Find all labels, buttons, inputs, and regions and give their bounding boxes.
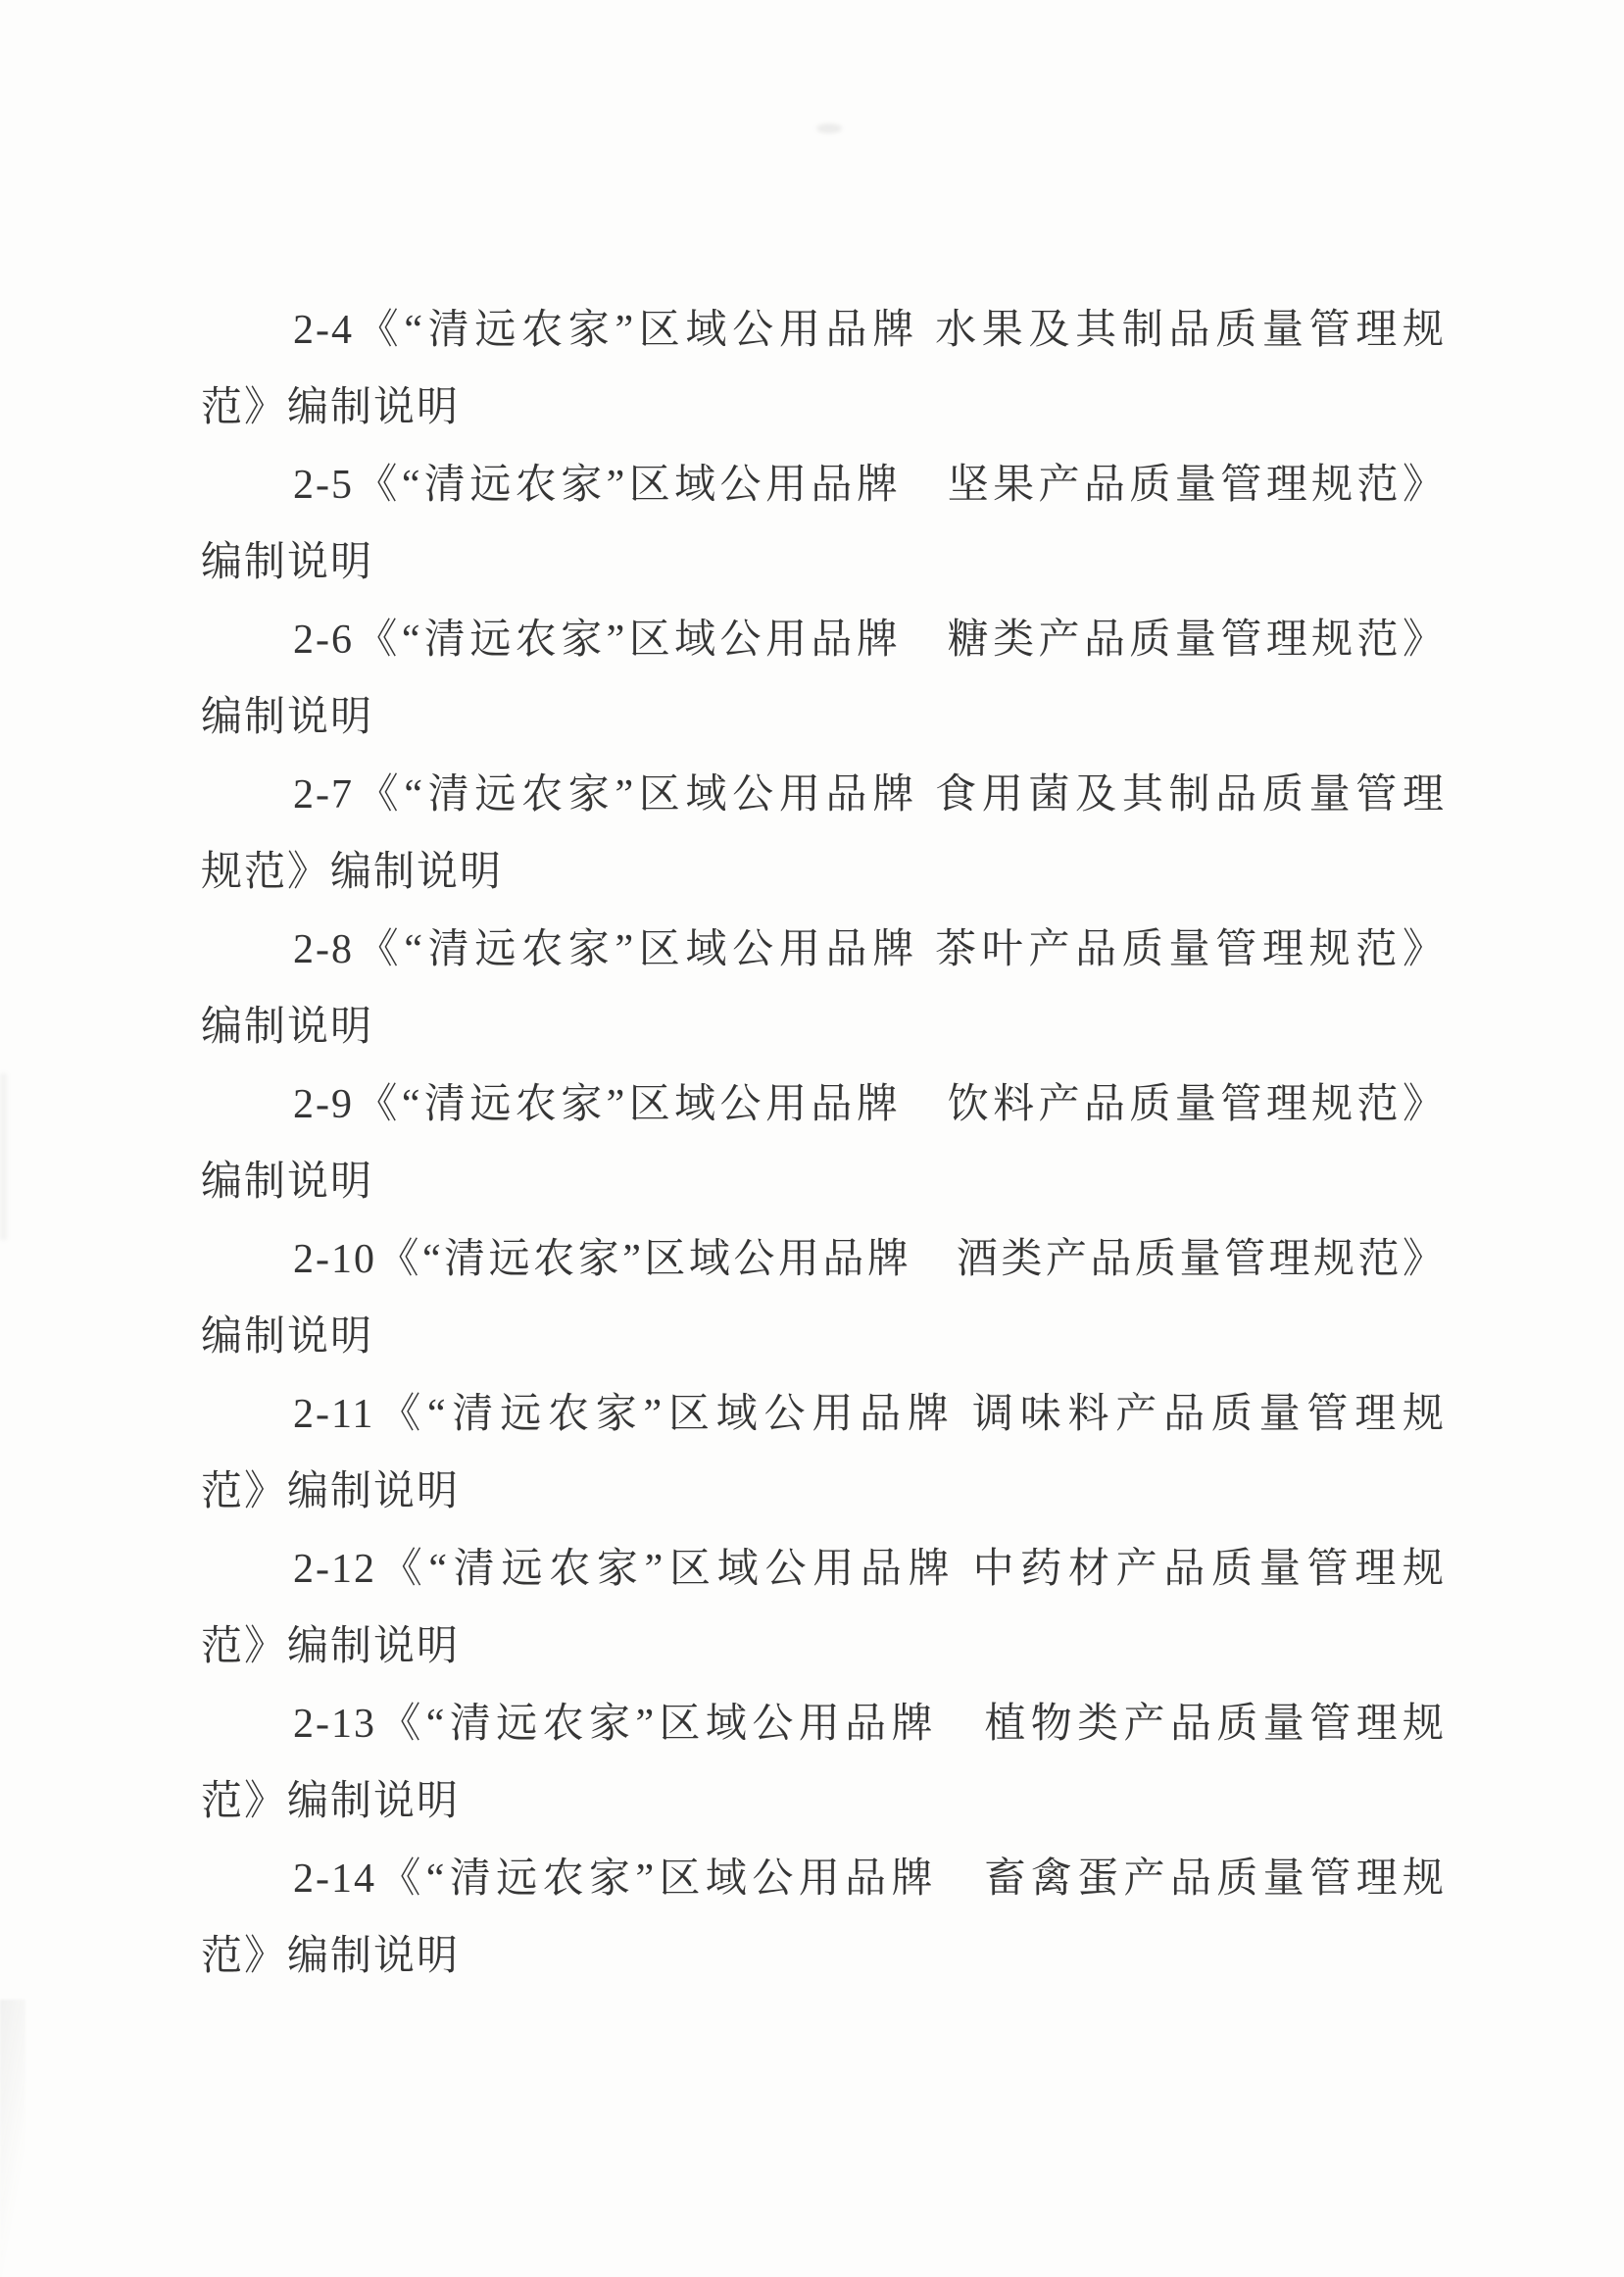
entry-2-12-line-2: 范》编制说明: [201, 1624, 461, 1669]
entry-2-8-line-2: 编制说明: [201, 1005, 374, 1050]
scan-artifact-streak: [0, 2000, 25, 2277]
entry-2-12-line-1: 2-12《“清远农家”区域公用品牌 中药材产品质量管理规: [293, 1547, 1446, 1592]
entry-2-10-line-1: 2-10《“清远农家”区域公用品牌 酒类产品质量管理规范》: [293, 1237, 1446, 1282]
entry-2-11-line-1: 2-11《“清远农家”区域公用品牌 调味料产品质量管理规: [293, 1392, 1446, 1437]
entry-2-11-line-2: 范》编制说明: [201, 1469, 461, 1514]
entry-2-4-line-2: 范》编制说明: [201, 385, 461, 430]
entry-2-10-line-2: 编制说明: [201, 1314, 374, 1360]
entry-2-14-line-1: 2-14《“清远农家”区域公用品牌 畜禽蛋产品质量管理规: [293, 1856, 1446, 1902]
entry-2-7-line-1: 2-7《“清远农家”区域公用品牌 食用菌及其制品质量管理: [293, 772, 1446, 817]
scan-artifact-streak: [0, 1073, 7, 1240]
attachment-list: [201, 292, 1446, 1996]
entry-2-4-line-1: 2-4《“清远农家”区域公用品牌 水果及其制品质量管理规: [293, 308, 1446, 353]
entry-2-13-line-1: 2-13《“清远农家”区域公用品牌 植物类产品质量管理规: [293, 1702, 1446, 1747]
entry-2-5-line-2: 编制说明: [201, 540, 374, 585]
entry-2-6-line-2: 编制说明: [201, 695, 374, 740]
entry-2-14-line-2: 范》编制说明: [201, 1934, 461, 1979]
entry-2-13-line-2: 范》编制说明: [201, 1779, 461, 1824]
scan-artifact-spot: [816, 124, 842, 133]
entry-2-8-line-1: 2-8《“清远农家”区域公用品牌 茶叶产品质量管理规范》: [293, 927, 1446, 972]
entry-2-6-line-1: 2-6《“清远农家”区域公用品牌 糖类产品质量管理规范》: [293, 618, 1446, 663]
entry-2-9-line-2: 编制说明: [201, 1160, 374, 1205]
entry-2-9-line-1: 2-9《“清远农家”区域公用品牌 饮料产品质量管理规范》: [293, 1082, 1446, 1127]
entry-2-5-line-1: 2-5《“清远农家”区域公用品牌 坚果产品质量管理规范》: [293, 463, 1446, 508]
entry-2-7-line-2: 规范》编制说明: [201, 850, 504, 895]
